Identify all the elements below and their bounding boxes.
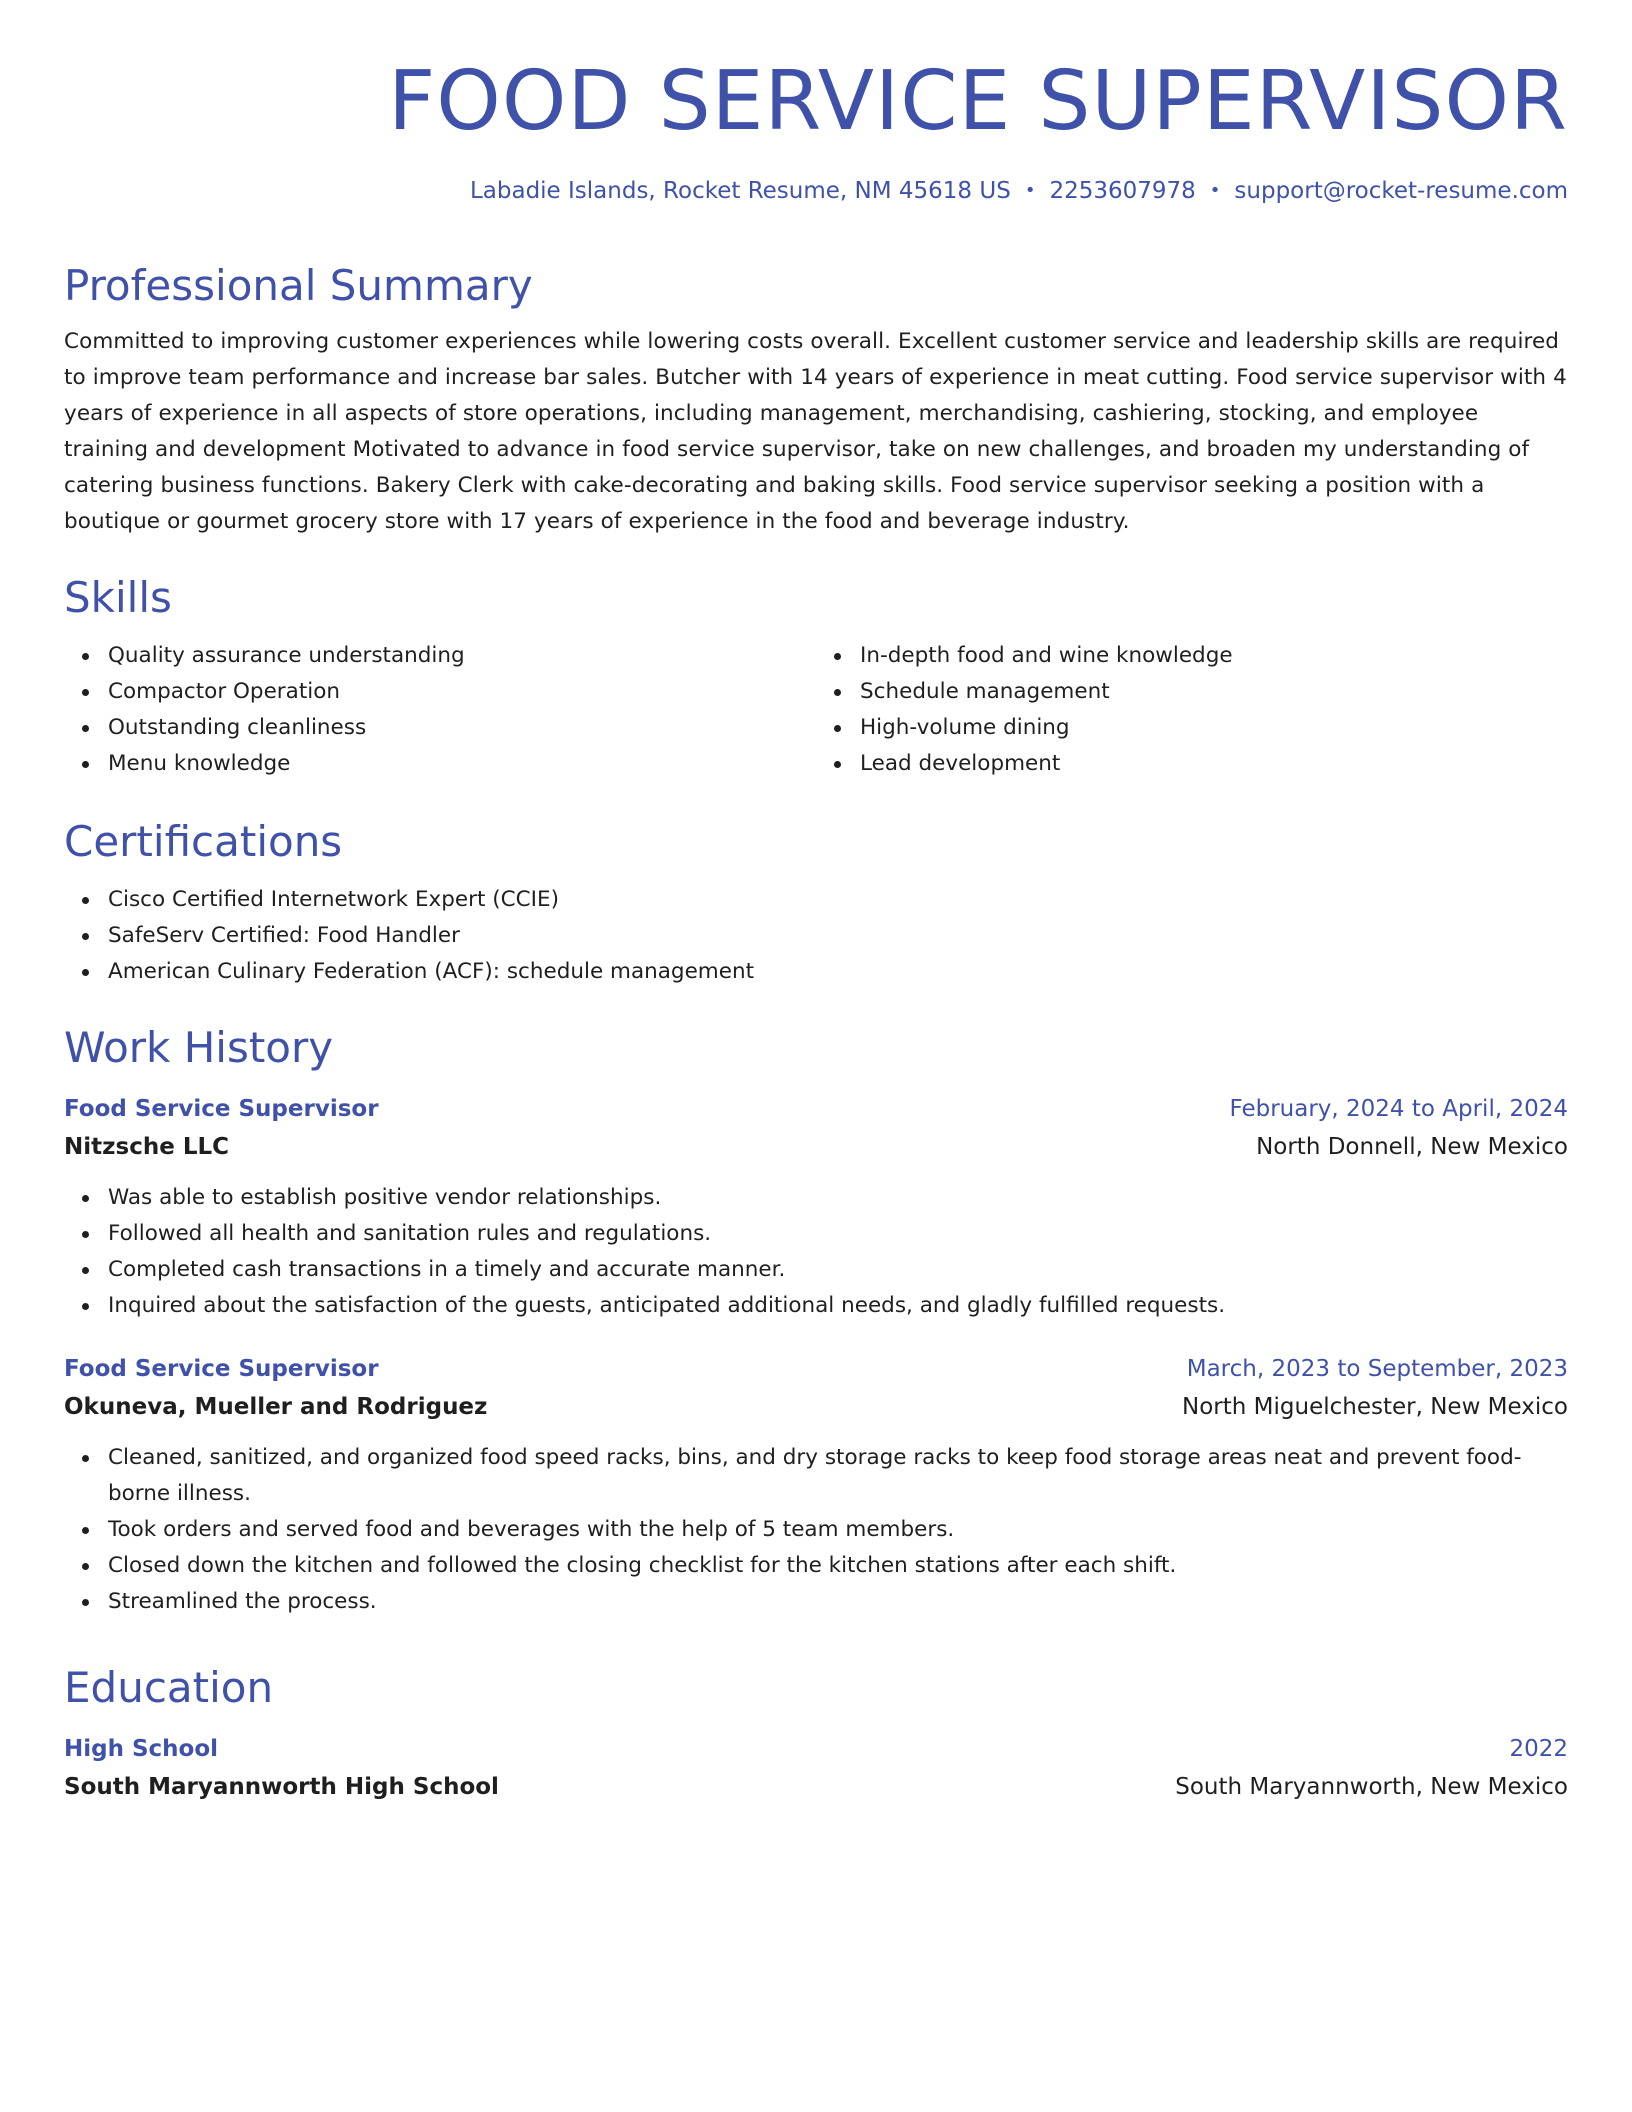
job-bullets bbox=[64, 1440, 1568, 1620]
job-entry bbox=[64, 1090, 1568, 1324]
summary-heading: Professional Summary bbox=[64, 261, 533, 310]
contact-separator: • bbox=[1024, 180, 1036, 201]
job-bullet: Cleaned, sanitized, and organized food speed racks, bins, and dry storage racks to keep food storage areas neat and prevent food-borne illness. bbox=[108, 1440, 1568, 1512]
certification-item: Cisco Certified Internetwork Expert (CCIE) bbox=[108, 882, 1568, 918]
skill-item: In-depth food and wine knowledge bbox=[860, 638, 1568, 674]
summary-text: Committed to improving customer experiences while lowering costs overall. Excellent customer service and leadership skills are required to improve team performance and increase bar sales. Butcher with 14 years of experience in meat cutting. Food service supervisor with 4 years of experience in all aspects of store operations, including management, merchandising, cashiering, stocking, and employee training and development Motivated to advance in food service supervisor, take on new challenges, and broaden my understanding of catering business functions. Bakery Clerk with cake-decorating and baking skills. Food service supervisor seeking a position with a boutique or gourmet grocery store with 17 years of experience in the food and beverage industry. bbox=[64, 329, 1567, 534]
certification-item: American Culinary Federation (ACF): schedule management bbox=[108, 954, 1568, 990]
job-subheader bbox=[64, 1128, 1568, 1166]
skills-list-left bbox=[64, 638, 816, 782]
job-title: Food Service Supervisor bbox=[64, 1356, 379, 1382]
education-degree: High School bbox=[64, 1736, 219, 1762]
job-location: North Donnell, New Mexico bbox=[1256, 1134, 1568, 1160]
job-title: Food Service Supervisor bbox=[64, 1096, 379, 1122]
certifications-list bbox=[64, 882, 1568, 990]
job-bullet: Took orders and served food and beverages with the help of 5 team members. bbox=[108, 1512, 1568, 1548]
education-location: South Maryannworth, New Mexico bbox=[1175, 1774, 1568, 1800]
skills-heading: Skills bbox=[64, 573, 172, 622]
job-employer: Okuneva, Mueller and Rodriguez bbox=[64, 1394, 488, 1420]
job-employer: Nitzsche LLC bbox=[64, 1134, 230, 1160]
job-dates: February, 2024 to April, 2024 bbox=[1229, 1096, 1568, 1122]
job-location: North Miguelchester, New Mexico bbox=[1182, 1394, 1568, 1420]
work-history-section bbox=[64, 1020, 1568, 1620]
education-section bbox=[64, 1660, 1568, 1806]
skill-item: Quality assurance understanding bbox=[108, 638, 816, 674]
contact-separator: • bbox=[1209, 180, 1221, 201]
contact-phone: 2253607978 bbox=[1049, 178, 1196, 204]
education-heading: Education bbox=[64, 1663, 274, 1712]
skills-columns bbox=[64, 638, 1568, 782]
candidate-name: FOOD SERVICE SUPERVISOR bbox=[388, 54, 1568, 149]
skill-item: Outstanding cleanliness bbox=[108, 710, 816, 746]
job-bullet: Closed down the kitchen and followed the closing checklist for the kitchen stations after each shift. bbox=[108, 1548, 1568, 1584]
education-entry bbox=[64, 1730, 1568, 1806]
education-school: South Maryannworth High School bbox=[64, 1774, 499, 1800]
skills-list-right bbox=[816, 638, 1568, 782]
certifications-section bbox=[64, 814, 1568, 990]
contact-address: Labadie Islands, Rocket Resume, NM 45618 US bbox=[469, 178, 1011, 204]
job-header bbox=[64, 1350, 1568, 1388]
education-subheader bbox=[64, 1768, 1568, 1806]
skill-item: High-volume dining bbox=[860, 710, 1568, 746]
contact-email[interactable]: support@rocket-resume.com bbox=[1234, 178, 1568, 204]
summary-section bbox=[64, 258, 1568, 540]
job-subheader bbox=[64, 1388, 1568, 1426]
education-header bbox=[64, 1730, 1568, 1768]
skill-item: Lead development bbox=[860, 746, 1568, 782]
job-bullet: Streamlined the process. bbox=[108, 1584, 1568, 1620]
skill-item: Schedule management bbox=[860, 674, 1568, 710]
skill-item: Compactor Operation bbox=[108, 674, 816, 710]
job-header bbox=[64, 1090, 1568, 1128]
skills-section bbox=[64, 570, 1568, 782]
job-bullet: Inquired about the satisfaction of the guests, anticipated additional needs, and gladly fulfilled requests. bbox=[108, 1288, 1568, 1324]
work-history-heading: Work History bbox=[64, 1023, 334, 1072]
job-bullets bbox=[64, 1180, 1568, 1324]
job-entry bbox=[64, 1350, 1568, 1620]
job-bullet: Completed cash transactions in a timely and accurate manner. bbox=[108, 1252, 1568, 1288]
job-dates: March, 2023 to September, 2023 bbox=[1186, 1356, 1568, 1382]
skill-item: Menu knowledge bbox=[108, 746, 816, 782]
contact-line bbox=[470, 178, 1568, 204]
certification-item: SafeServ Certified: Food Handler bbox=[108, 918, 1568, 954]
certifications-heading: Certifications bbox=[64, 817, 343, 866]
education-year: 2022 bbox=[1509, 1736, 1568, 1762]
job-bullet: Followed all health and sanitation rules and regulations. bbox=[108, 1216, 1568, 1252]
job-bullet: Was able to establish positive vendor relationships. bbox=[108, 1180, 1568, 1216]
